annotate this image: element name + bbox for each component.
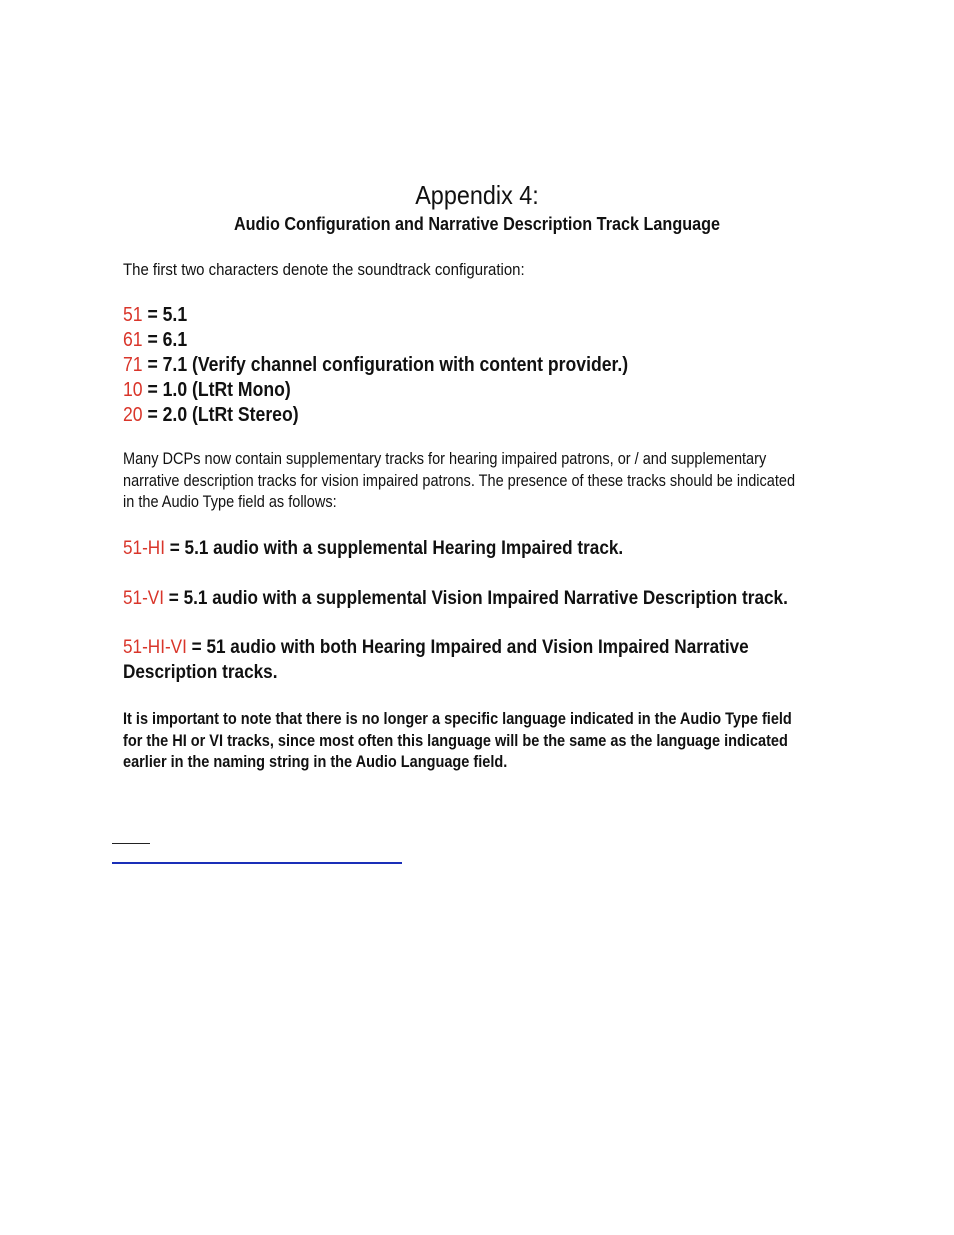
configuration-list (123, 303, 697, 428)
config-description: = 5.1 (142, 304, 188, 326)
audio-type-line (123, 586, 788, 611)
configuration-item (123, 403, 628, 428)
paragraph-line: in the Audio Type field as follows: (123, 493, 337, 511)
page-title: Appendix 4: (415, 180, 539, 210)
audio-type-code: 51-HI-VI (123, 636, 187, 658)
intro-text: The first two characters denote the soundtrack configuration: (123, 260, 525, 279)
audio-type-line (123, 635, 749, 660)
configuration-item (123, 303, 628, 328)
config-description: = 2.0 (LtRt Stereo) (142, 404, 299, 426)
configuration-item (123, 353, 628, 378)
footnote-link-underline[interactable] (112, 862, 402, 864)
note-line: earlier in the naming string in the Audio Language field. (123, 753, 508, 771)
audio-type-hi (123, 536, 691, 561)
supplementary-tracks-paragraph (123, 449, 887, 514)
config-code: 51 (123, 304, 143, 326)
audio-type-line: Description tracks. (123, 661, 278, 683)
config-description: = 6.1 (142, 329, 188, 351)
footnote-divider (112, 843, 150, 844)
audio-type-description: = 5.1 audio with a supplemental Hearing Impaired track. (164, 537, 624, 559)
configuration-item (123, 328, 628, 353)
audio-type-description: = 51 audio with both Hearing Impaired and Vision Impaired Narrative (186, 636, 749, 658)
note-line: It is important to note that there is no longer a specific language indicated in the Audio Type field (123, 710, 792, 728)
page-subtitle: Audio Configuration and Narrative Description Track Language (233, 214, 721, 234)
paragraph-line: narrative description tracks for vision impaired patrons. The presence of these tracks should be indicated (123, 471, 796, 490)
audio-type-hi-vi (123, 635, 834, 685)
paragraph-line: Many DCPs now contain supplementary tracks for hearing impaired patrons, or / and supplementary (123, 450, 767, 468)
config-code: 20 (123, 404, 143, 426)
config-code: 61 (123, 329, 143, 351)
audio-type-line (123, 536, 623, 561)
audio-type-code: 51-HI (123, 537, 165, 559)
config-code: 71 (123, 354, 143, 376)
audio-type-description: = 5.1 audio with a supplemental Vision Impaired Narrative Description track. (164, 587, 788, 609)
config-description: = 7.1 (Verify channel configuration with content provider.) (142, 354, 629, 376)
audio-type-code: 51-VI (123, 587, 165, 609)
config-description: = 1.0 (LtRt Mono) (142, 379, 291, 401)
audio-type-vi (123, 586, 879, 611)
config-code: 10 (123, 379, 143, 401)
important-note (123, 709, 883, 774)
configuration-item (123, 378, 628, 403)
note-line: for the HI or VI tracks, since most often this language will be the same as the language indicated (123, 731, 788, 750)
